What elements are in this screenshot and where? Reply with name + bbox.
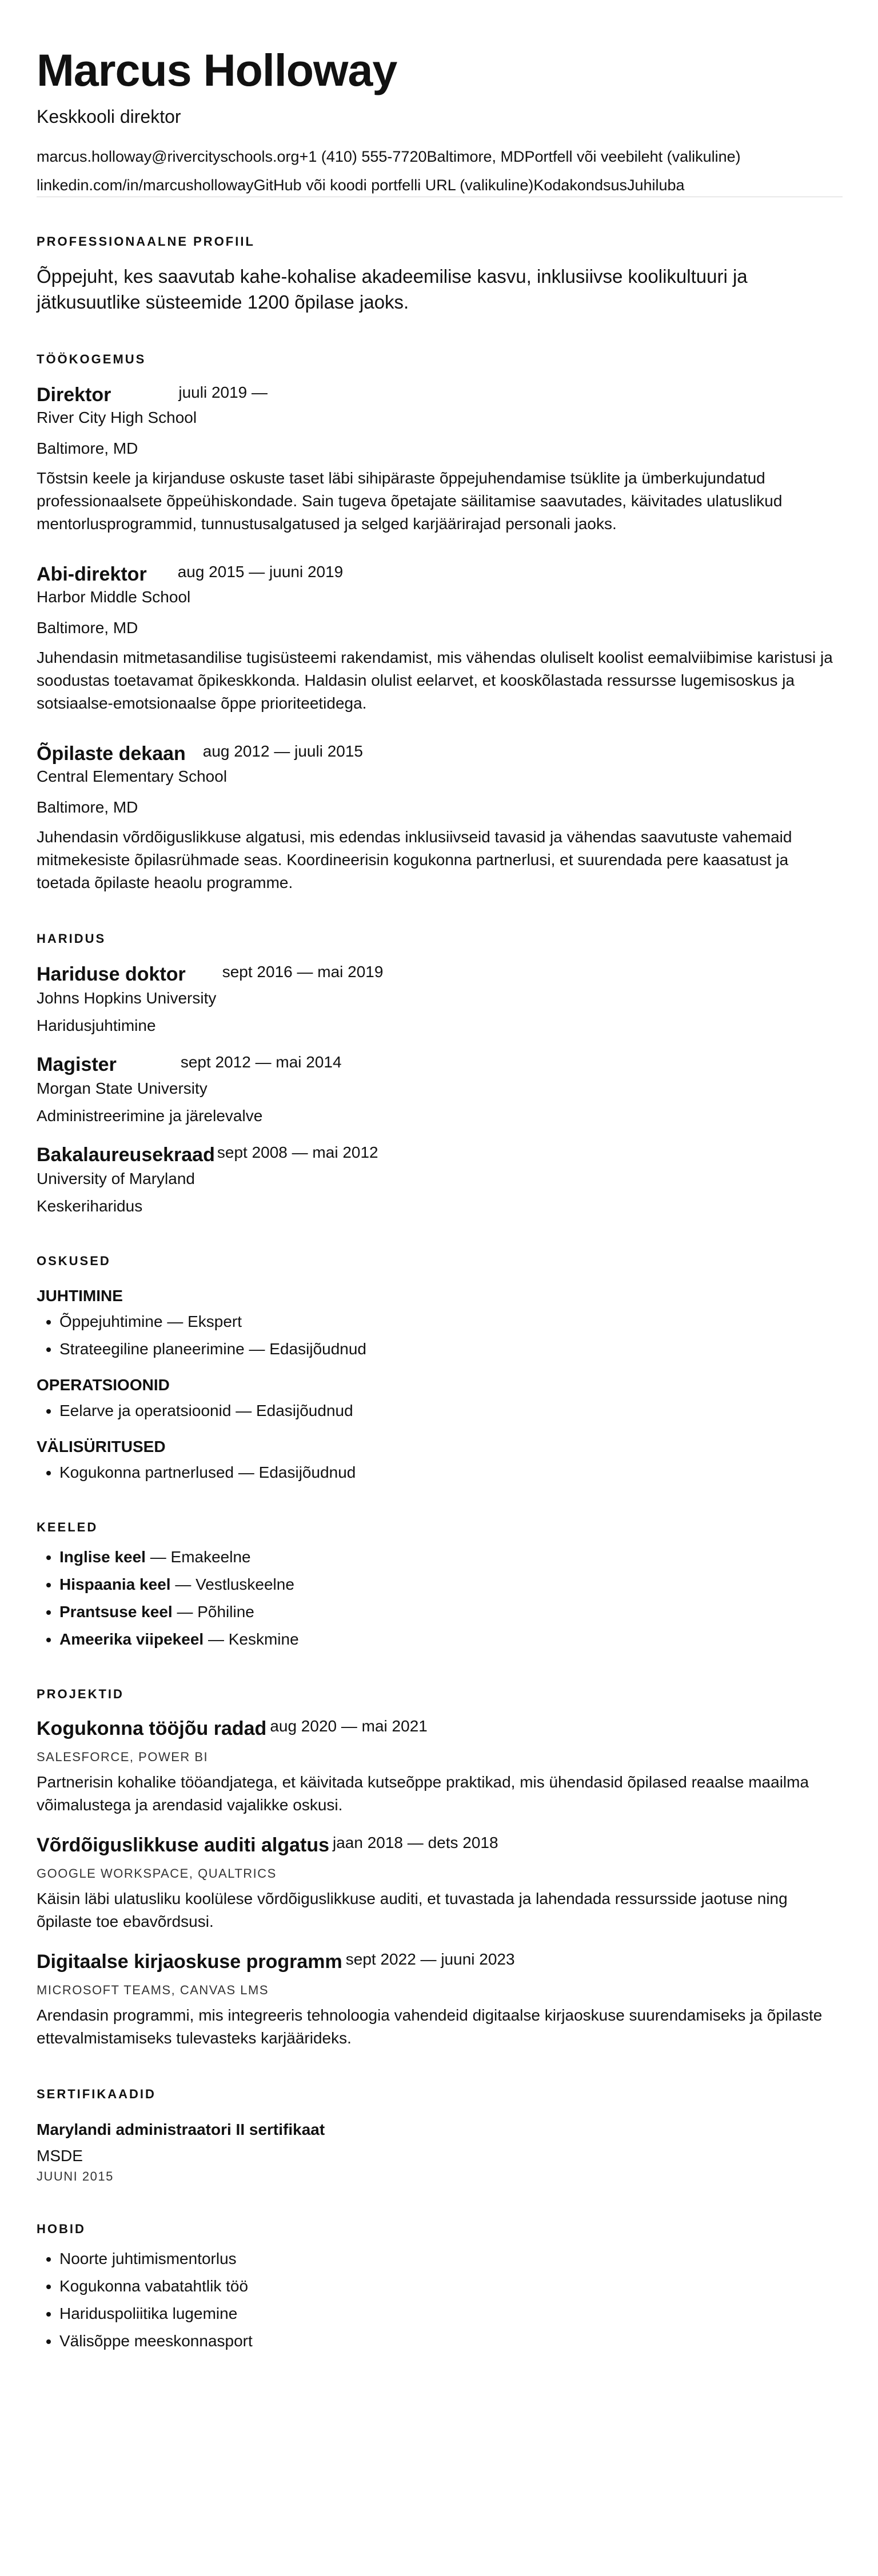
certifications-heading: SERTIFIKAADID (37, 2087, 156, 2101)
job-location: Baltimore, MD (37, 619, 138, 637)
school-name: University of Maryland (37, 1170, 195, 1187)
job-organization: Central Elementary School (37, 767, 228, 785)
project-title: Võrdõiguslikkuse auditi algatus (37, 1834, 329, 1856)
profile-section (37, 234, 843, 315)
skill-category-title: JUHTIMINE (37, 1287, 123, 1305)
resume-header (37, 45, 843, 197)
certificate-date: JUUNI 2015 (37, 2169, 114, 2183)
experience-entry (37, 383, 843, 535)
education-section (37, 931, 843, 1217)
job-organization: River City High School (37, 409, 197, 426)
job-title: Abi-direktor (37, 563, 147, 585)
degree-date: sept 2008 — mai 2012 (217, 1143, 378, 1161)
experience-heading: TÖÖKOGEMUS (37, 352, 146, 366)
project-entry (37, 1950, 843, 2050)
skill-list (37, 1311, 843, 1359)
school-name: Morgan State University (37, 1079, 207, 1097)
hobby-item: • Kogukonna vabatahtlik töö (59, 2276, 843, 2297)
project-entry (37, 1717, 843, 1817)
project-entry (37, 1834, 843, 1933)
projects-section (37, 1686, 843, 2050)
job-description: Juhendasin võrdõiguslikkuse algatusi, mis edendas inklusiivseid tavasid ja vähendas saavutuste vahemaid mitmekesiste õpilasrühmade seas. Koordineerisin kogukonna partnerlusi, et suurendada pere kaasatust ja toetada õpilaste heaolu programme. (37, 828, 792, 891)
language-item (59, 1547, 843, 1567)
project-title: Kogukonna tööjõu radad (37, 1718, 267, 1739)
language-level: — Põhiline (172, 1603, 254, 1621)
language-name: Inglise keel (59, 1548, 146, 1566)
project-tools: GOOGLE WORKSPACE, QUALTRICS (37, 1866, 277, 1881)
education-heading: HARIDUS (37, 931, 106, 946)
education-entry (37, 1053, 843, 1126)
skill-category-title: OPERATSIOONID (37, 1376, 170, 1394)
language-name: Ameerika viipekeel (59, 1630, 204, 1648)
language-name: Prantsuse keel (59, 1603, 173, 1621)
hobby-item: • Noorte juhtimismentorlus (59, 2249, 843, 2269)
certificate-issuer: MSDE (37, 2147, 83, 2165)
skills-section (37, 1253, 843, 1483)
project-tools: SALESFORCE, POWER BI (37, 1750, 209, 1764)
project-tools: MICROSOFT TEAMS, CANVAS LMS (37, 1983, 269, 1997)
candidate-name: Marcus Holloway (37, 45, 397, 95)
degree-date: sept 2012 — mai 2014 (180, 1053, 342, 1071)
experience-entry (37, 563, 843, 715)
language-item (59, 1602, 843, 1622)
degree-title: Bakalaureusekraad (37, 1144, 215, 1166)
education-entry (37, 1143, 843, 1217)
hobby-item: • Hariduspoliitika lugemine (59, 2303, 843, 2324)
candidate-title: Keskkooli direktor (37, 106, 181, 127)
job-date: juuli 2019 — (178, 383, 268, 401)
hobbies-heading: HOBID (37, 2222, 86, 2236)
degree-title: Magister (37, 1054, 117, 1075)
education-entry (37, 963, 843, 1036)
degree-title: Hariduse doktor (37, 963, 186, 985)
job-date: aug 2015 — juuni 2019 (177, 563, 344, 581)
languages-section (37, 1519, 843, 1650)
study-field: Keskeriharidus (37, 1197, 143, 1215)
skill-item: • Õppejuhtimine — Ekspert (59, 1311, 843, 1332)
language-item (59, 1574, 843, 1595)
project-description: Käisin läbi ulatusliku koolülese võrdõiguslikkuse auditi, et tuvastada ja lahendada ressursside jaotuse ning õpilaste toe ebavõrdsusi. (37, 1890, 788, 1930)
school-name: Johns Hopkins University (37, 989, 217, 1007)
projects-heading: PROJEKTID (37, 1687, 124, 1701)
project-title: Digitaalse kirjaoskuse programm (37, 1951, 342, 1973)
project-date: jaan 2018 — dets 2018 (333, 1834, 498, 1851)
language-level: — Keskmine (203, 1630, 299, 1648)
study-field: Haridusjuhtimine (37, 1017, 156, 1034)
job-title: Õpilaste dekaan (37, 743, 186, 765)
skill-list (37, 1462, 843, 1483)
hobby-item: • Välisõppe meeskonnasport (59, 2331, 843, 2351)
skill-list (37, 1401, 843, 1421)
job-description: Juhendasin mitmetasandilise tugisüsteemi rakendamist, mis vähendas oluliselt koolist eemalviibimise karistusi ja soodustas toetavamat õpikeskkonda. Haldasin olulist eelarvet, et kooskõlastada ressursse lugemisoskus ja sotsiaalse-emotsionaalse õppe prioriteetidega. (37, 649, 833, 712)
study-field: Administreerimine ja järelevalve (37, 1107, 263, 1125)
project-description: Arendasin programmi, mis integreeris tehnoloogia vahendeid digitaalse kirjaoskuse suurendamiseks ja õpilaste ettevalmistamiseks tulevasteks karjäärideks. (37, 2006, 823, 2047)
hobby-list (37, 2249, 843, 2351)
language-level: — Vestluskeelne (170, 1575, 294, 1593)
job-location: Baltimore, MD (37, 439, 138, 457)
experience-section (37, 351, 843, 894)
job-title: Direktor (37, 384, 111, 406)
skill-item: • Strateegiline planeerimine — Edasijõudnud (59, 1339, 843, 1359)
contact-line-primary: marcus.holloway@rivercityschools.org+1 (410) 555-7720Baltimore, MDPortfell või veebileht (valikuline) (37, 148, 741, 165)
language-name: Hispaania keel (59, 1575, 171, 1593)
experience-entry (37, 742, 843, 894)
profile-summary: Õppejuht, kes saavutab kahe-kohalise akadeemilise kasvu, inklusiivse koolikultuuri ja jätkusuutlike süsteemide 1200 õpilase jaoks. (37, 266, 748, 313)
skill-category-title: VÄLISÜRITUSED (37, 1438, 166, 1455)
skills-heading: OSKUSED (37, 1254, 111, 1268)
certifications-section (37, 2086, 843, 2185)
hobbies-section (37, 2221, 843, 2351)
job-date: aug 2012 — juuli 2015 (202, 742, 363, 760)
skill-item: • Eelarve ja operatsioonid — Edasijõudnud (59, 1401, 843, 1421)
languages-heading: KEELED (37, 1520, 98, 1534)
language-level: — Emakeelne (145, 1548, 251, 1566)
project-date: aug 2020 — mai 2021 (270, 1717, 428, 1735)
job-organization: Harbor Middle School (37, 588, 191, 606)
contact-line-secondary: linkedin.com/in/marcushollowayGitHub või koodi portfelli URL (valikuline)KodakondsusJuhiluba (37, 177, 685, 194)
project-date: sept 2022 — juuni 2023 (345, 1950, 515, 1968)
resume-content (37, 45, 843, 2351)
degree-date: sept 2016 — mai 2019 (222, 963, 384, 981)
job-description: Tõstsin keele ja kirjanduse oskuste taset läbi sihipäraste õppejuhendamise tsüklite ja ümberkujundatud professionaalsete õppeühiskondade. Sain tugeva õpetajate säilitamise saavutades, käivitades ulatuslikud mentorlusprogrammid, tunnustusalgatused ja selged karjäärirajad personali jaoks. (37, 469, 783, 533)
certificate-name: Marylandi administraatori II sertifikaat (37, 2121, 325, 2138)
language-list (37, 1547, 843, 1650)
project-description: Partnerisin kohalike tööandjatega, et käivitada kutseõppe praktikad, mis ühendasid õpilased reaalse maailma võimalustega ja arendasid vajalikke oskusi. (37, 1773, 809, 1814)
language-item (59, 1629, 843, 1650)
skill-item: • Kogukonna partnerlused — Edasijõudnud (59, 1462, 843, 1483)
job-location: Baltimore, MD (37, 798, 138, 816)
profile-heading: PROFESSIONAALNE PROFIIL (37, 234, 255, 249)
